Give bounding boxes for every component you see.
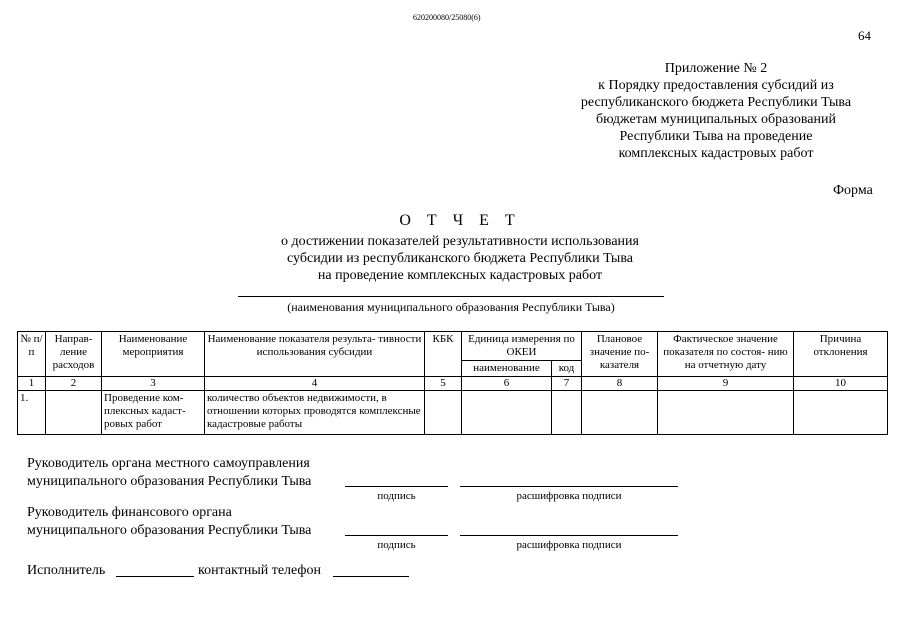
report-table [17,331,888,435]
table-row [18,391,888,435]
column-number: 8 [582,377,658,391]
signature-caption: подпись [377,490,416,502]
appendix-line: республиканского бюджета Республики Тыва [580,95,852,110]
column-number: 5 [425,377,462,391]
appendix-line: бюджетам муниципальных образований [596,112,836,127]
municipality-field[interactable] [238,296,664,297]
report-subtitle-line: на проведение комплексных кадастровых работ [317,268,603,283]
column-number: 10 [794,377,888,391]
cell-unit-code[interactable] [552,391,582,435]
report-subtitle-line: субсидии из республиканского бюджета Республики Тыва [287,251,633,266]
cell-reason[interactable] [794,391,888,435]
head-local-decode-field[interactable] [460,486,678,487]
column-number: 9 [658,377,794,391]
form-label: Форма [833,183,873,198]
column-number: 6 [462,377,552,391]
header-unit-code: код [552,361,582,377]
page-number: 64 [858,28,871,43]
report-title: О Т Ч Е Т [399,212,521,229]
cell-kbk[interactable] [425,391,462,435]
header-reason: Причина отклонения [794,332,888,377]
head-local-signature-field[interactable] [345,486,448,487]
column-number: 1 [18,377,46,391]
header-planned: Плановое значение по- казателя [582,332,658,377]
head-fin-label-2: муниципального образования Республики Тыва [27,523,312,538]
header-unit: Единица измерения по ОКЕИ [462,332,582,361]
appendix-line: к Порядку предоставления субсидий из [598,78,834,93]
decode-caption: расшифровка подписи [516,490,622,502]
head-fin-signature-field[interactable] [345,535,448,536]
document-id: 620200080/25080(6) [413,13,481,22]
head-fin-label-1: Руководитель финансового органа [27,505,232,520]
cell-event: Проведение ком- плексных кадаст- ровых работ [102,391,205,435]
head-local-label-2: муниципального образования Республики Тыва [27,474,312,489]
header-actual: Фактическое значение показателя по состоя- нию на отчетную дату [658,332,794,377]
cell-direction[interactable] [46,391,102,435]
executor-label: Исполнитель [27,563,106,578]
column-number: 2 [46,377,102,391]
cell-actual[interactable] [658,391,794,435]
appendix-line: Республики Тыва на проведение [619,129,813,144]
cell-indicator: количество объектов недвижимости, в отношении которых проводятся комплексные кадастровые работы [205,391,425,435]
signature-caption: подпись [377,539,416,551]
appendix-title: Приложение № 2 [664,61,768,76]
header-event: Наименование мероприятия [102,332,205,377]
head-local-label-1: Руководитель органа местного самоуправления [27,456,310,471]
header-direction: Направ- ление расходов [46,332,102,377]
header-num: № п/п [18,332,46,377]
column-number: 7 [552,377,582,391]
report-title-block [200,212,720,284]
phone-label: контактный телефон [198,563,321,578]
header-indicator: Наименование показателя результа- тивности использования субсидии [205,332,425,377]
cell-planned[interactable] [582,391,658,435]
appendix-block [551,60,881,162]
header-kbk: КБК [425,332,462,377]
column-number: 4 [205,377,425,391]
phone-field[interactable] [333,576,409,577]
column-number: 3 [102,377,205,391]
head-fin-decode-field[interactable] [460,535,678,536]
municipality-caption: (наименования муниципального образования Республики Тыва) [287,300,615,314]
cell-num: 1. [18,391,46,435]
report-subtitle-line: о достижении показателей результативности использования [281,234,639,249]
executor-field[interactable] [116,576,194,577]
cell-unit-name[interactable] [462,391,552,435]
appendix-line: комплексных кадастровых работ [618,146,814,161]
header-unit-name: наименование [462,361,552,377]
decode-caption: расшифровка подписи [516,539,622,551]
